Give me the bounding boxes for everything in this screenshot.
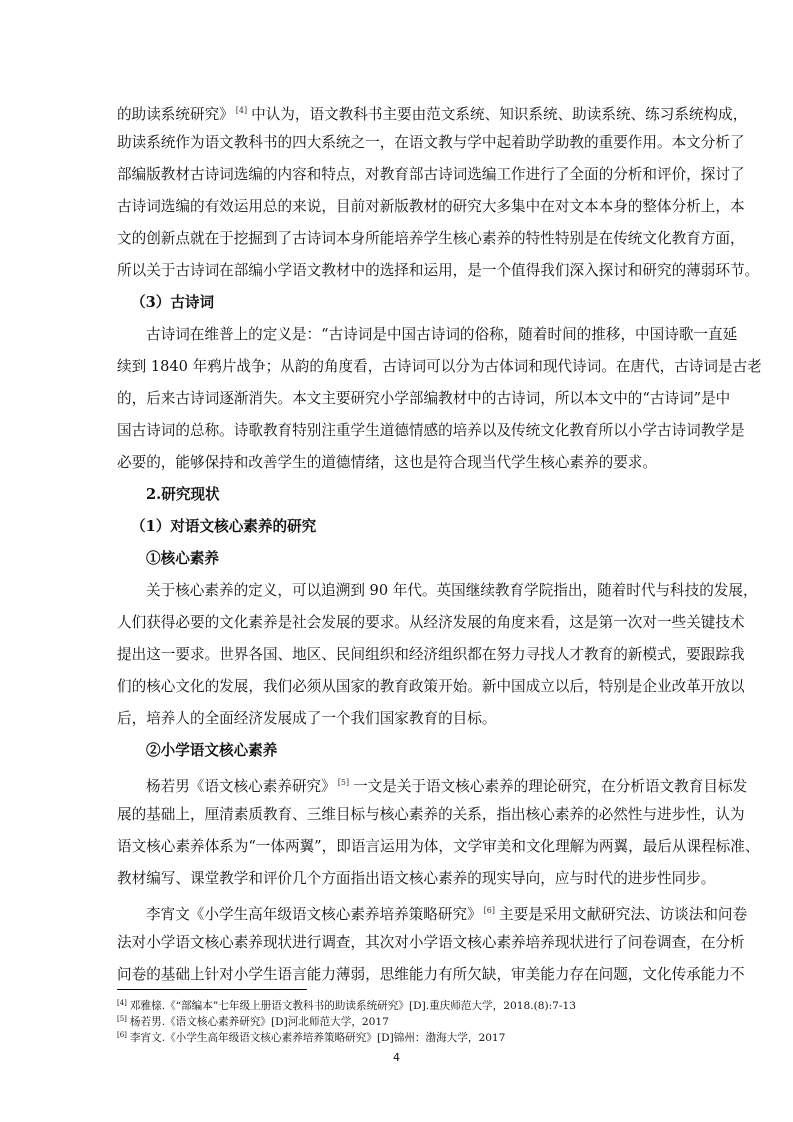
body-line: 教材编写、课堂教学和评价几个方面指出语文核心素养的现实导向，应与时代的进步性同步。 xyxy=(117,870,716,887)
citation-mark: [5] xyxy=(337,778,350,787)
body-line: 后，培养人的全面经济发展成了一个我们国家教育的目标。 xyxy=(117,710,497,727)
footnote-mark: [6] xyxy=(117,1031,127,1039)
body-line: 文的创新点就在于挖掘到了古诗词本身所能培养学生核心素养的特性特别是在传统文化教育方面， xyxy=(117,230,745,247)
footnote xyxy=(117,1012,722,1029)
body-line: 人们获得必要的文化素养是社会发展的要求。从经济发展的角度来看，这是第一次对一些关键技术 xyxy=(117,614,745,631)
text-span: 的助读系统研究》 xyxy=(117,106,234,123)
citation-mark: [4] xyxy=(235,106,248,115)
footnote-text: 李宵文.《小学生高年级语文核心素养培养策略研究》[D]锦州：渤海大学，2017 xyxy=(129,1032,506,1044)
body-line: 展的基础上，厘清素质教育、三维目标与核心素养的关系，指出核心素养的必然性与进步性，认为 xyxy=(117,806,745,823)
text-span: 杨若男《语文核心素养研究》 xyxy=(146,778,336,795)
body-line: 国古诗词的总称。诗歌教育特别注重学生道德情感的培养以及传统文化教育所以小学古诗词教学是 xyxy=(117,422,745,439)
body-line: 助读系统作为语文教科书的四大系统之一，在语文教与学中起着助学助教的重要作用。本文分析了 xyxy=(117,134,745,151)
footnote-divider xyxy=(117,989,307,990)
body-line: 们的核心文化的发展，我们必须从国家的教育政策开始。新中国成立以后，特别是企业改革开放以 xyxy=(117,678,745,695)
text-span: 一文是关于语文核心素养的理论研究，在分析语文教育目标发 xyxy=(353,778,748,795)
body-line: 古诗词在维普上的定义是：“古诗词是中国古诗词的俗称，随着时间的推移，中国诗歌一直延 xyxy=(146,326,738,343)
body-line: 关于核心素养的定义，可以追溯到 90 年代。英国继续教育学院指出，随着时代与科技的发展， xyxy=(146,582,758,599)
footnote xyxy=(117,1028,722,1045)
footnote-mark: [5] xyxy=(117,1015,127,1023)
footnote xyxy=(117,996,722,1013)
body-line: 续到 1840 年鸦片战争；从韵的角度看，古诗词可以分为古体词和现代诗词。在唐代，古诗词是古老 xyxy=(117,358,762,375)
subsection-heading: ②小学语文核心素养 xyxy=(146,742,278,759)
page-number: 4 xyxy=(393,1051,400,1064)
text-span: 中认为，语文教科书主要由范文系统、知识系统、助读系统、练习系统构成， xyxy=(251,106,748,123)
body-line: 问卷的基础上针对小学生语言能力薄弱，思维能力有所欠缺，审美能力存在问题，文化传承能力不 xyxy=(117,966,745,983)
body-line: 必要的，能够保持和改善学生的道德情绪，这也是符合现当代学生核心素养的要求。 xyxy=(117,454,657,471)
text-span: 李宵文《小学生高年级语文核心素养培养策略研究》 xyxy=(146,906,482,923)
footnote-text: 邓雅榇.《“部编本”七年级上册语文教科书的助读系统研究》[D].重庆师范大学，2018.(8):7-13 xyxy=(129,1000,576,1012)
body-line xyxy=(146,901,748,925)
body-line: 部编版教材古诗词选编的内容和特点，对教育部古诗词选编工作进行了全面的分析和评价，探讨了 xyxy=(117,166,745,183)
subsection-heading: ①核心素养 xyxy=(146,550,219,567)
text-span: 主要是采用文献研究法、访谈法和问卷 xyxy=(499,906,748,923)
body-line xyxy=(146,773,748,797)
section-heading: 2.研究现状 xyxy=(146,486,220,503)
body-line: 所以关于古诗词在部编小学语文教材中的选择和运用，是一个值得我们深入探讨和研究的薄弱环节。 xyxy=(117,262,760,279)
citation-mark: [6] xyxy=(483,906,496,915)
subsection-heading: （1）对语文核心素养的研究 xyxy=(131,518,317,535)
body-line xyxy=(117,101,748,125)
body-line: 的，后来古诗词逐渐消失。本文主要研究小学部编教材中的古诗词，所以本文中的“古诗词”是中 xyxy=(117,390,731,407)
body-line: 提出这一要求。世界各国、地区、民间组织和经济组织都在努力寻找人才教育的新模式，要跟踪我 xyxy=(117,646,745,663)
footnote-text: 杨若男.《语文核心素养研究》[D]河北师范大学，2017 xyxy=(129,1016,389,1028)
body-line: 语文核心素养体系为“一体两翼”，即语言运用为体，文学审美和文化理解为两翼，最后从课程标准、 xyxy=(117,838,760,855)
footnote-mark: [4] xyxy=(117,999,127,1007)
body-line: 法对小学语文核心素养现状进行调查，其次对小学语文核心素养培养现状进行了问卷调查，在分析 xyxy=(117,934,745,951)
section-heading: （3）古诗词 xyxy=(131,294,215,311)
body-line: 古诗词选编的有效运用总的来说，目前对新版教材的研究大多集中在对文本本身的整体分析上，本 xyxy=(117,198,745,215)
